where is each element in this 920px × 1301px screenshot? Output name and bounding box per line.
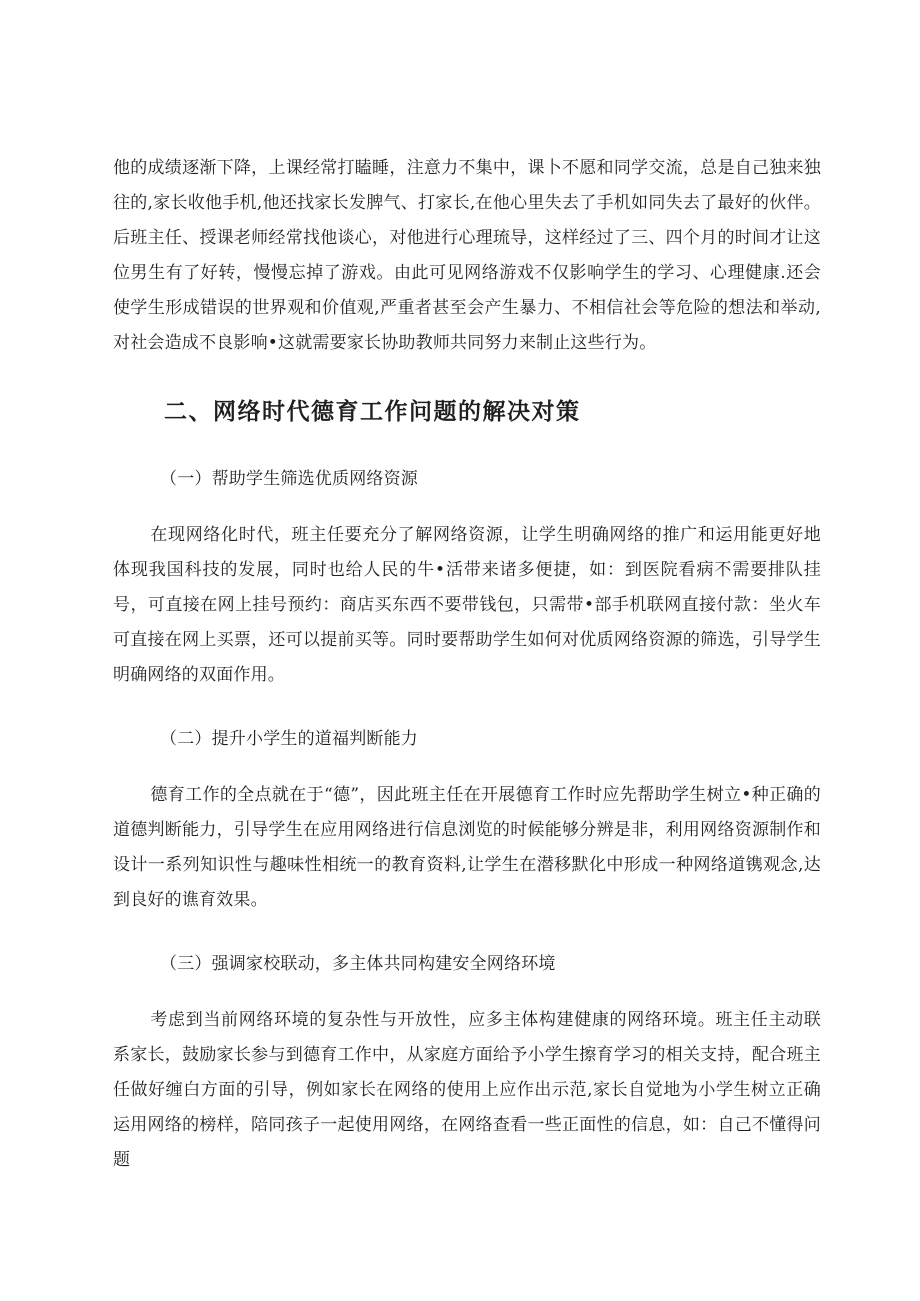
subsection-3-heading: （三）强调家校联动，多主体共同构建安全网络环境 xyxy=(160,954,556,974)
subsection-2-heading: （二）提升小学生的道福判断能力 xyxy=(160,729,418,749)
subsection-2-paragraph: 德育工作的全点就在于“德”，因此班主任在开展德育工作时应先帮助学生树立•种正确的道德判断能力，引导学生在应用网络进行信息浏览的时候能够分辨是非，利用网络资源制作和设计一系列知识性与趣味性相统一的教育资料,让学生在潜移默化中形成一种网络道镌观念,达到良好的谯育效果。 xyxy=(113,785,821,910)
subsection-1-paragraph: 在现网络化时代，班主任要充分了解网络资源，让学生明确网络的推广和运用能更好地体现我国科技的发展，同时也给人民的牛•活带来诸多便捷，如：到医院看病不需要排队挂号，可直接在网上挂号预约：商店买东西不要带钱包，只需带•部手机联网直接付款：坐火车可直接在网上买票，还可以提前买等。同时要帮助学生如何对优质网络资源的筛选，引导学生明确网络的双面作用。 xyxy=(113,525,821,685)
subsection-3-paragraph: 考虑到当前网络环境的复杂性与开放性，应多主体构建健康的网络环境。班主任主动联系家长，鼓励家长参与到德育工作中，从家庭方面给予小学生擦育学习的相关支持，配合班主任做好缠白方面的引导，例如家长在网络的使用上应作出示范,家长自觉地为小学生树立正确运用网络的榜样，陪同孩子一起使用网络，在网络查看一些正面性的信息，如：自己不懂得问题 xyxy=(113,1010,821,1170)
section-heading: 二、网络时代德育工作问题的解决对策 xyxy=(164,398,581,425)
subsection-1-heading: （一）帮助学生筛选优质网络资源 xyxy=(160,469,418,489)
intro-paragraph: 他的成绩逐渐下降，上课经常打瞌睡，注意力不集中，课卜不愿和同学交流，总是自己独来独往的,家长收他手机,他还找家长发脾气、打家长,在他心里失去了手机如同失去了最好的伙伴。后班主任、授课老师经常找他谈心，对他进行心理琉导，这样经过了三、四个月的时间才让这位男生有了好转，慢慢忘掉了游戏。由此可见网络游戏不仅影响学生的学习、心理健康.还会使学生形成错误的世界观和价值观,严重者甚至会产生暴力、不相信社会等危险的想法和举动,对社会造成不良影响•这就需要家长协助教师共同努力来制止这些行为。 xyxy=(113,158,821,353)
